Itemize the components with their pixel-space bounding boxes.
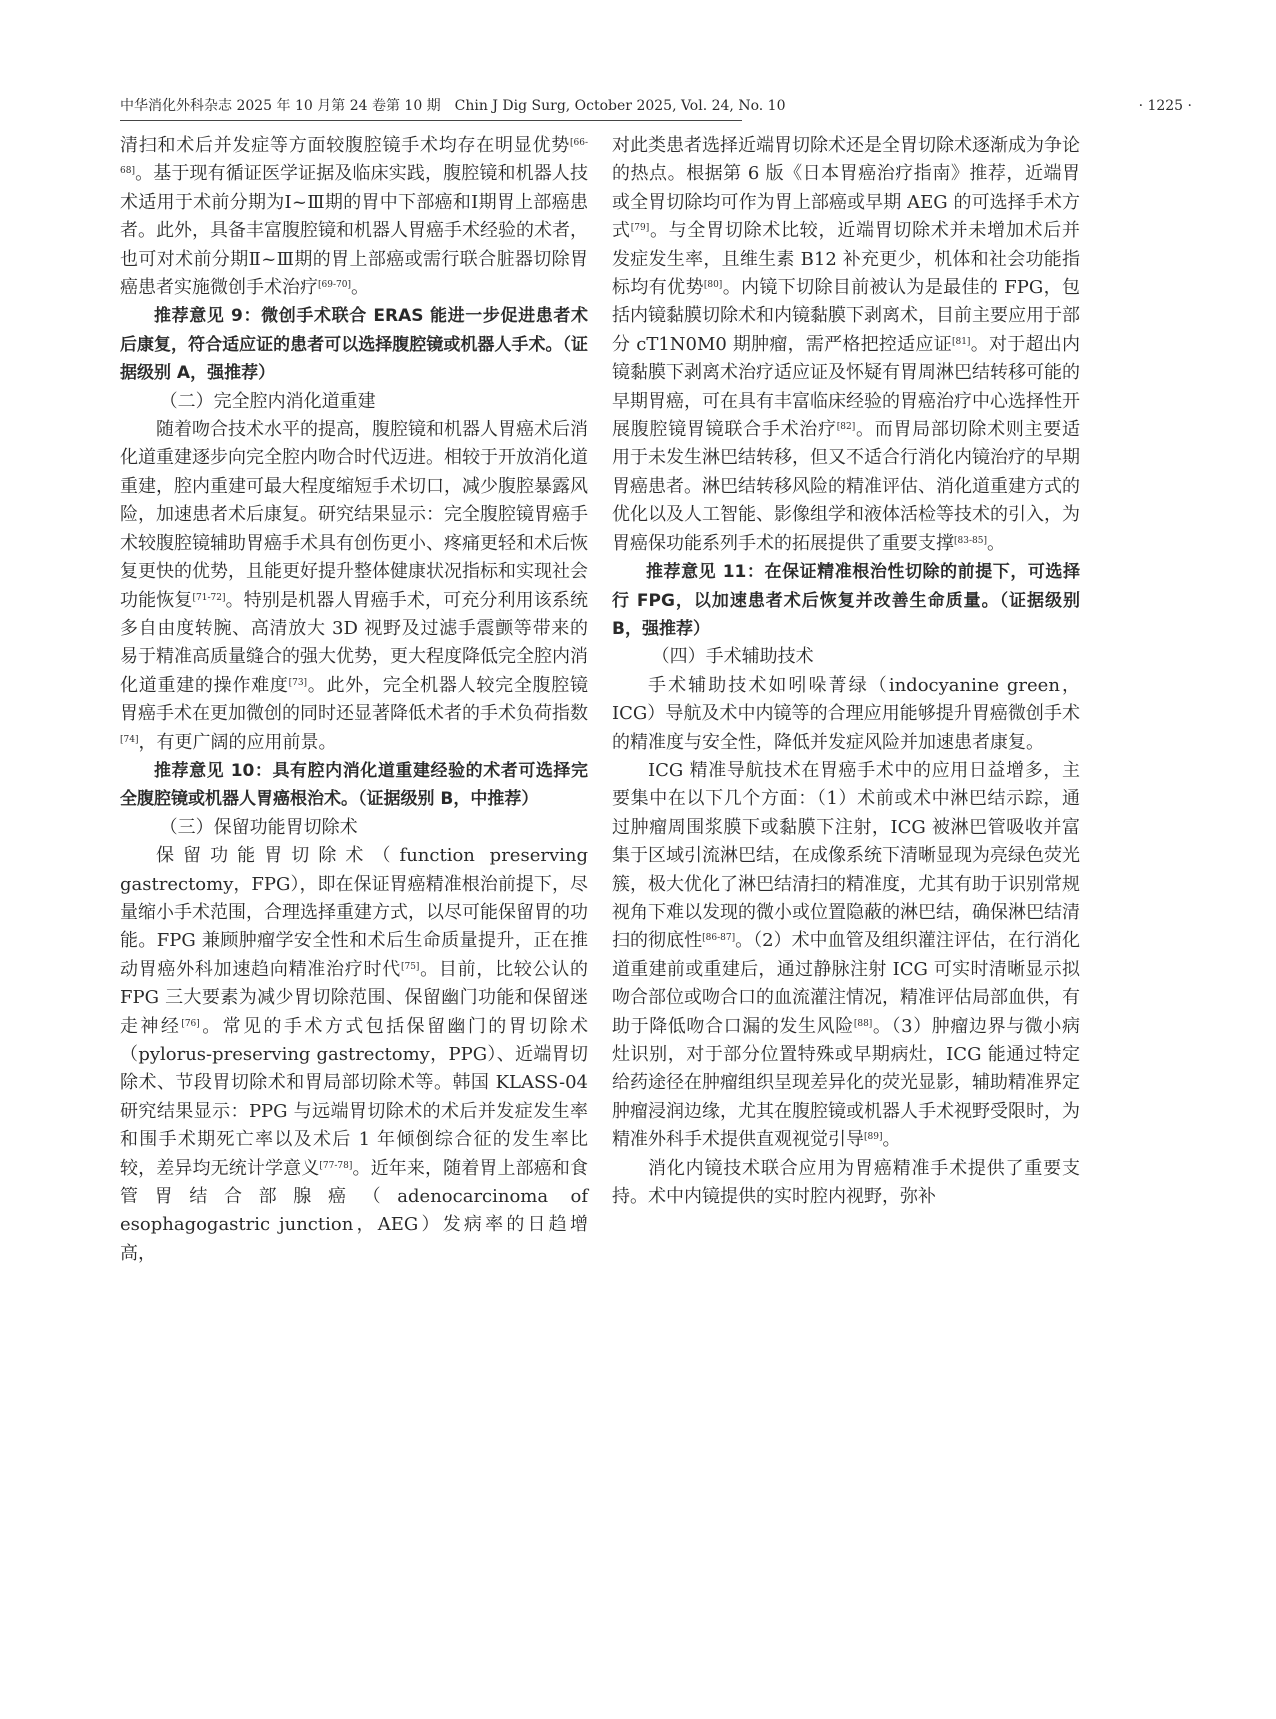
citation-ref: [82] [836, 422, 856, 433]
paragraph [612, 1155, 1080, 1212]
text-run: 。此外，完全机器人较完全腹腔镜胃癌手术在更加微创的同时还显著降低术者的手术负荷指数 [120, 674, 589, 725]
page-number: · 1225 · [1138, 98, 1192, 114]
running-header [120, 96, 1192, 118]
citation-ref: [73] [288, 677, 308, 688]
recommendation [612, 558, 1080, 643]
header-rule [120, 120, 742, 121]
citation-ref: [89] [864, 1132, 883, 1143]
text-run: 。而胃局部切除术则主要适用于未发生淋巴结转移，但又不适合行消化内镜治疗的早期胃癌患者。淋巴结转移风险的精准评估、消化道重建方式的优化以及人工智能、影像组学和液体活检等技术的引入，为胃癌保功能系列手术的拓展提供了重要支撑 [612, 419, 1081, 554]
text-run: 推荐意见 9：微创手术联合 ERAS 能进一步促进患者术后康复，符合适应证的患者可以选择腹腔镜或机器人手术。（证据级别 A，强推荐） [120, 306, 588, 384]
text-run: 消化内镜技术联合应用为胃癌精准手术提供了重要支持。术中内镜提供的实时腔内视野，弥补 [612, 1157, 1080, 1208]
text-run: 。目前，比较公认的 FPG 三大要素为减少胃切除范围、保留幽门功能和保留迷走神经 [120, 958, 589, 1037]
paragraph [120, 416, 588, 757]
text-run: 清扫和术后并发症等方面较腹腔镜手术均存在明显优势 [120, 135, 570, 156]
text-run: 。对于超出内镜黏膜下剥离术治疗适应证及怀疑有胃周淋巴结转移可能的早期胃癌，可在具有丰富临床经验的胃癌治疗中心选择性开展腹腔镜胃镜联合手术治疗 [612, 333, 1080, 441]
citation-ref: [75] [400, 961, 420, 972]
text-run: 。与全胃切除术比较，近端胃切除术并未增加术后并发症发生率，且维生素 B12 补充更少，机体和社会功能指标均有优势 [612, 220, 1081, 299]
citation-ref: [83-85] [954, 535, 987, 546]
paragraph [612, 757, 1080, 1155]
citation-ref: [66-68] [120, 138, 588, 177]
text-run: ，有更广阔的应用前景。 [138, 731, 337, 753]
section-heading [120, 814, 588, 842]
text-run: 手术辅助技术如吲哚菁绿（indocyanine green，ICG）导航及术中内镜等的合理应用能够提升胃癌微创手术的精准度与安全性，降低并发症风险并加速患者康复。 [612, 674, 1080, 753]
text-run: 。（3）肿瘤边界与微小病灶识别，对于部分位置特殊或早期病灶，ICG 能通过特定给药途径在肿瘤组织呈现差异化的荧光显影，辅助精准界定肿瘤浸润边缘，尤其在腹腔镜或机器人手术视野受限时，为精准外科手术提供直观视觉引导 [612, 1015, 1081, 1151]
recommendation [120, 302, 588, 387]
text-run: 推荐意见 11：在保证精准根治性切除的前提下，可选择行 FPG，以加速患者术后恢复并改善生命质量。（证据级别 B，强推荐） [612, 562, 1080, 639]
text-run: 。基于现有循证医学证据及临床实践，腹腔镜和机器人技术适用于术前分期为Ⅰ~Ⅲ期的胃中下部癌和Ⅰ期胃上部癌患者。此外，具备丰富腹腔镜和机器人胃癌手术经验的术者，也可对术前分期Ⅱ~Ⅲ期的胃上部癌或需行联合脏器切除胃癌患者实施微创手术治疗 [120, 163, 588, 299]
text-run: 。 [986, 532, 1005, 554]
citation-ref: [79] [630, 223, 650, 234]
section-heading [120, 388, 588, 416]
citation-ref: [86-87] [702, 933, 736, 944]
text-run: 。常见的手术方式包括保留幽门的胃切除术（pylorus-preserving gastrectomy，PPG）、近端胃切除术、节段胃切除术和胃局部切除术等。韩国 KLASS-04 研究结果显示：PPG 与远端胃切除术的术后并发症发生率和围手术期死亡率以及术后 1 年倾倒综合征的发生率比较，差异均无统计学意义 [120, 1015, 589, 1179]
right-column [612, 132, 1080, 1211]
citation-ref: [74] [120, 734, 139, 745]
left-column [120, 132, 588, 1268]
paragraph [120, 842, 588, 1268]
text-run: （四）手术辅助技术 [651, 646, 814, 668]
citation-ref: [88] [853, 1018, 873, 1029]
text-run: 随着吻合技术水平的提高，腹腔镜和机器人胃癌术后消化道重建逐步向完全腔内吻合时代迈进。相较于开放消化道重建，腔内重建可最大程度缩短手术切口，减少腹腔暴露风险，加速患者术后康复。研究结果显示：完全腹腔镜胃癌手术较腹腔镜辅助胃癌手术具有创伤更小、疼痛更轻和术后恢复更快的优势，且能更好提升整体健康状况指标和实现社会功能恢复 [120, 419, 588, 611]
journal-header: 中华消化外科杂志 2025 年 10 月第 24 卷第 10 期 Chin J Dig Surg, October 2025, Vol. 24, No. 10 [120, 98, 786, 114]
paragraph [612, 672, 1080, 757]
text-run: 对此类患者选择近端胃切除术还是全胃切除术逐渐成为争论的热点。根据第 6 版《日本胃癌治疗指南》推荐，近端胃或全胃切除均可作为胃上部癌或早期 AEG 的可选择手术方式 [612, 135, 1080, 242]
citation-ref: [81] [951, 336, 971, 347]
text-run: （三）保留功能胃切除术 [159, 816, 358, 838]
citation-ref: [69-70] [318, 280, 351, 291]
citation-ref: [77-78] [319, 1160, 353, 1171]
text-run: 推荐意见 10：具有腔内消化道重建经验的术者可选择完全腹腔镜或机器人胃癌根治术。（证据级别 B，中推荐） [120, 760, 588, 810]
text-run: 。 [350, 277, 369, 299]
text-run: 。（2）术中血管及组织灌注评估，在行消化道重建前或重建后，通过静脉注射 ICG 可实时清晰显示拟吻合部位或吻合口的血流灌注情况，精准评估局部血供，有助于降低吻合口漏的发生风险 [612, 930, 1081, 1037]
citation-ref: [76] [181, 1018, 200, 1029]
paragraph-continued [612, 132, 1080, 558]
citation-ref: [80] [703, 280, 723, 291]
text-run: ICG 精准导航技术在胃癌手术中的应用日益增多，主要集中在以下几个方面：（1）术前或术中淋巴结示踪，通过肿瘤周围浆膜下或黏膜下注射，ICG 被淋巴管吸收并富集于区域引流淋巴结，在成像系统下清晰显现为亮绿色荧光簇，极大优化了淋巴结清扫的精准度，尤其有助于识别常规视角下难以发现的微小或位置隐蔽的淋巴结，确保淋巴结清扫的彻底性 [612, 759, 1080, 952]
text-run: 保留功能胃切除术（function preserving gastrectomy，FPG），即在保证胃癌精准根治前提下，尽量缩小手术范围，合理选择重建方式，以尽可能保留胃的功能。FPG 兼顾肿瘤学安全性和术后生命质量提升，正在推动胃癌外科加速趋向精准治疗时代 [120, 845, 588, 980]
text-run: 。近年来，随着胃上部癌和食管胃结合部腺癌（adenocarcinoma of esophagogastric junction，AEG）发病率的日趋增高， [120, 1157, 588, 1264]
text-run: 。特别是机器人胃癌手术，可充分利用该系统多自由度转腕、高清放大 3D 视野及过滤手震颤等带来的易于精准高质量缝合的强大优势，更大程度降低完全腔内消化道重建的操作难度 [120, 589, 589, 696]
paragraph-continued [120, 132, 588, 302]
citation-ref: [71-72] [192, 592, 226, 603]
recommendation [120, 757, 588, 814]
text-run: 。内镜下切除目前被认为是最佳的 FPG，包括内镜黏膜切除术和内镜黏膜下剥离术，目前主要应用于部分 cT1N0M0 期肿瘤，需严格把控适应证 [612, 277, 1081, 355]
section-heading [612, 643, 1080, 671]
text-run: 。 [882, 1129, 901, 1151]
text-run: （二）完全腔内消化道重建 [159, 390, 376, 412]
